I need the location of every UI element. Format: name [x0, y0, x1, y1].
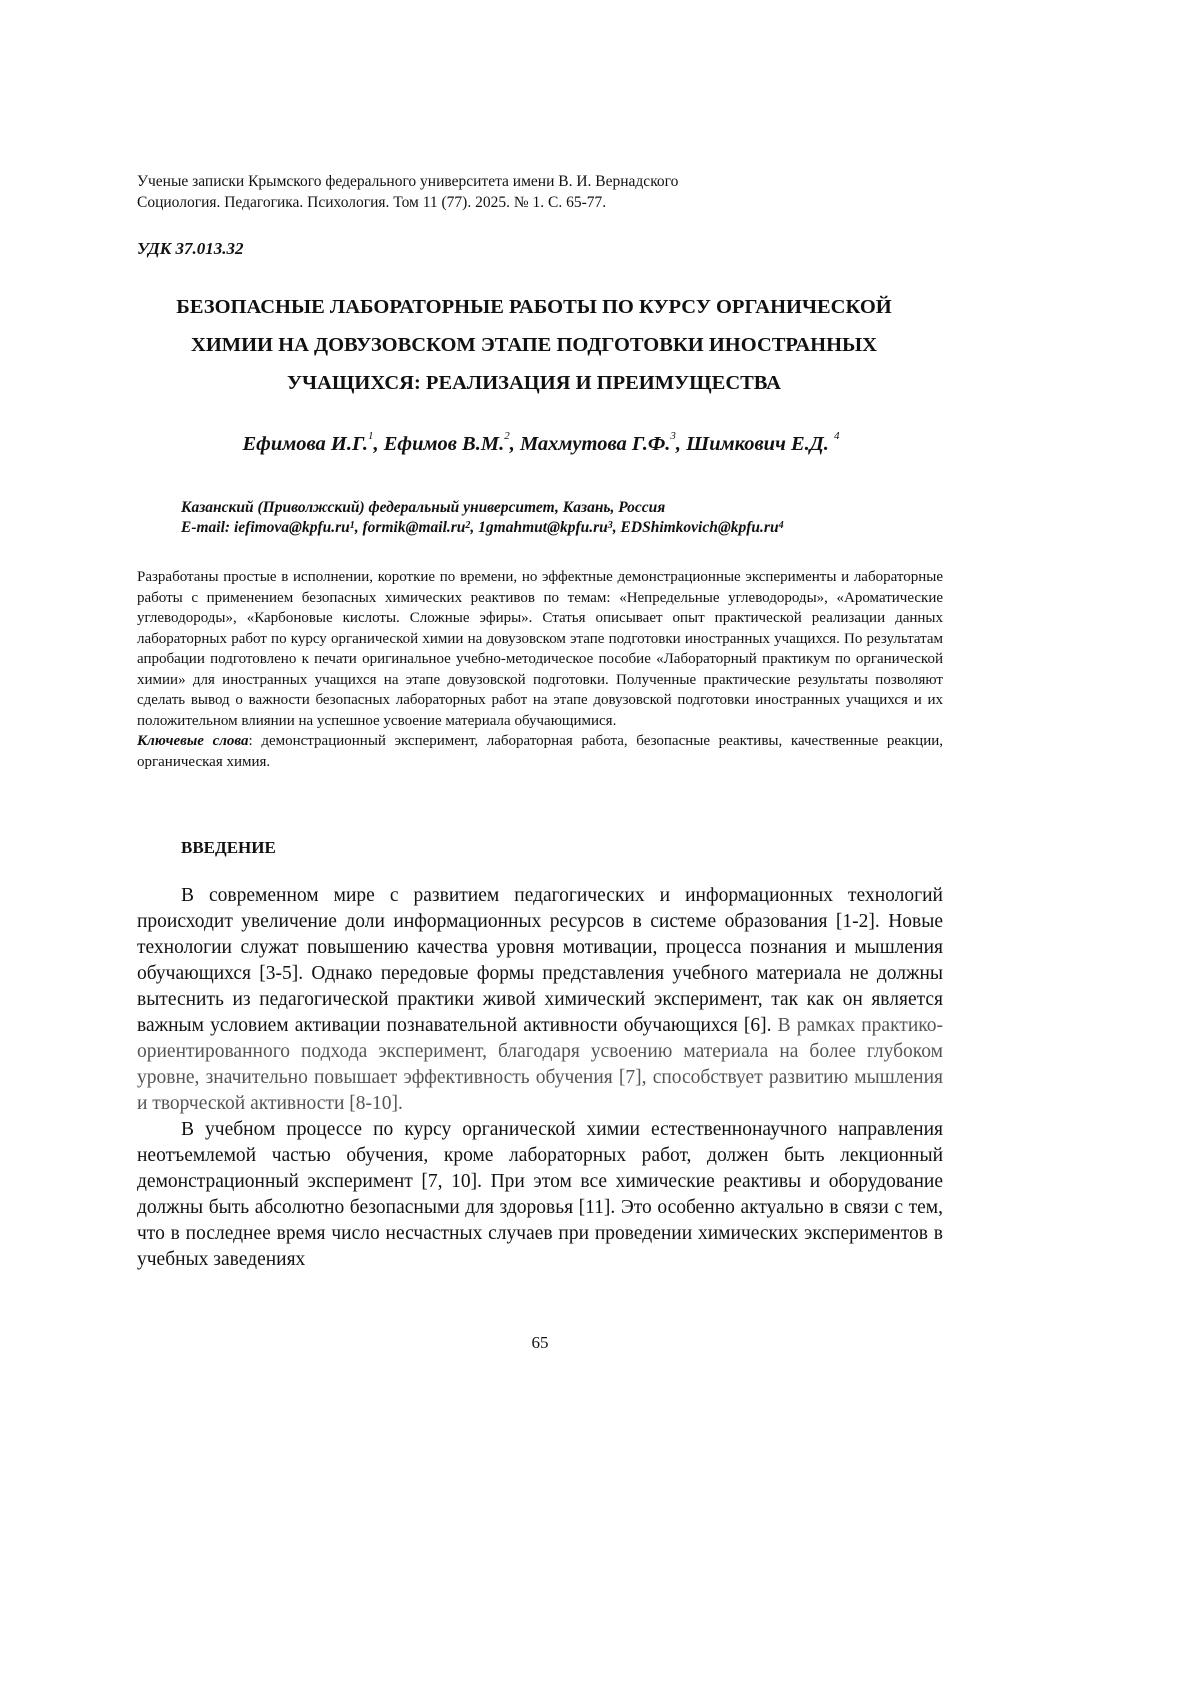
abstract: [137, 567, 943, 772]
title-line: БЕЗОПАСНЫЕ ЛАБОРАТОРНЫЕ РАБОТЫ ПО КУРСУ ОРГАНИЧЕСКОЙ: [130, 288, 938, 326]
title-line: УЧАЩИХСЯ: РЕАЛИЗАЦИЯ И ПРЕИМУЩЕСТВА: [130, 364, 938, 402]
author-separator: ,: [373, 433, 383, 455]
author-name: Ефимова И.Г.: [242, 433, 367, 455]
author-affiliation-mark: 4: [834, 430, 840, 442]
author-separator: ,: [510, 433, 520, 455]
author-affiliation-mark: 1: [368, 430, 374, 442]
affiliation-block: [181, 498, 784, 538]
paragraph: В учебном процессе по курсу органической химии естественнонаучного направления неотъемлемой частью обучения, кроме лабораторных работ, должен быть лекционный демонстрационный эксперимент [7, 10]. При этом все химические реактивы и оборудование должны быть абсолютно безопасными для здоровья [11]. Это особенно актуально в связи с тем, что в последнее время число несчастных случаев при проведении химических экспериментов в учебных заведениях: [137, 1117, 943, 1273]
title-line: ХИМИИ НА ДОВУЗОВСКОМ ЭТАПЕ ПОДГОТОВКИ ИНОСТРАННЫХ: [130, 326, 938, 364]
journal-header: [137, 171, 1037, 213]
author-name: Шимкович Е.Д.: [686, 433, 834, 455]
udk-code: УДК 37.013.32: [137, 239, 244, 259]
author-affiliation-mark: 2: [504, 430, 510, 442]
university: Казанский (Приволжский) федеральный университет, Казань, Россия: [181, 498, 784, 518]
paragraph-text-gray: В рамках практико-ориентированного подхода эксперимент, благодаря усвоению материала на более глубоком уровне, значительно повышает эффективность обучения [7], способствует развитию мышления и творческой активности [8-10].: [137, 1015, 943, 1114]
keywords-label: Ключевые слова: [137, 733, 249, 749]
section-heading: ВВЕДЕНИЕ: [181, 838, 276, 858]
author-name: Ефимов В.М.: [384, 433, 504, 455]
keywords: [137, 731, 943, 772]
author: [686, 433, 839, 455]
email-link[interactable]: 1gmahmut@kpfu.ru3: [478, 519, 613, 536]
author-affiliation-mark: 3: [670, 430, 676, 442]
author-name: Махмутова Г.Ф.: [520, 433, 670, 455]
author: [520, 433, 686, 455]
author: [242, 433, 383, 455]
abstract-text: Разработаны простые в исполнении, короткие по времени, но эффектные демонстрационные эксперименты и лабораторные работы с применением безопасных химических реактивов по темам: «Непредельные углеводороды», «Ароматические углеводороды», «Карбоновые кислоты. Сложные эфиры». Статья описывает опыт практической реализации данных лабораторных работ по курсу органической химии на довузовском этапе подготовки иностранных учащихся. По результатам апробации подготовлено к печати оригинальное учебно-методическое пособие «Лабораторный практикум по органической химии» для иностранных учащихся на этапе довузовской подготовки. Полученные практические результаты позволяют сделать вывод о важности безопасных лабораторных работ на этапе довузовской подготовки иностранных учащихся и их положительном влиянии на успешное усвоение материала обучающимися.: [137, 567, 943, 731]
email-link[interactable]: EDShimkovich@kpfu.ru4: [621, 519, 784, 536]
email-label: E-mail:: [181, 519, 234, 536]
author-separator: ,: [676, 433, 686, 455]
document-page: [0, 0, 1200, 1697]
article-title: [130, 288, 938, 402]
body-text: [137, 883, 943, 1273]
journal-issue: Социология. Педагогика. Психология. Том 11 (77). 2025. № 1. С. 65-77.: [137, 192, 1037, 213]
email-link[interactable]: iefimova@kpfu.ru1: [234, 519, 355, 536]
paragraph: [137, 883, 943, 1117]
email-link[interactable]: formik@mail.ru2: [363, 519, 471, 536]
journal-name: Ученые записки Крымского федерального университета имени В. И. Вернадского: [137, 171, 1037, 192]
author-list: [137, 433, 945, 456]
email-line: E-mail: iefimova@kpfu.ru1, formik@mail.ru2, 1gmahmut@kpfu.ru3, EDShimkovich@kpfu.ru4: [181, 518, 784, 538]
author: [384, 433, 520, 455]
page-number: 65: [0, 1333, 1080, 1353]
keywords-list: : демонстрационный эксперимент, лабораторная работа, безопасные реактивы, качественные реакции, органическая химия.: [137, 733, 943, 770]
paragraph-text: В современном мире с развитием педагогических и информационных технологий происходит увеличение доли информационных ресурсов в системе образования [1-2]. Новые технологии служат повышению качества уровня мотивации, процесса познания и мышления обучающихся [3-5]. Однако передовые формы представления учебного материала не должны вытеснить из педагогической практики живой химический эксперимент, так как он является важным условием активации познавательной активности обучающихся [6].: [137, 885, 943, 1036]
